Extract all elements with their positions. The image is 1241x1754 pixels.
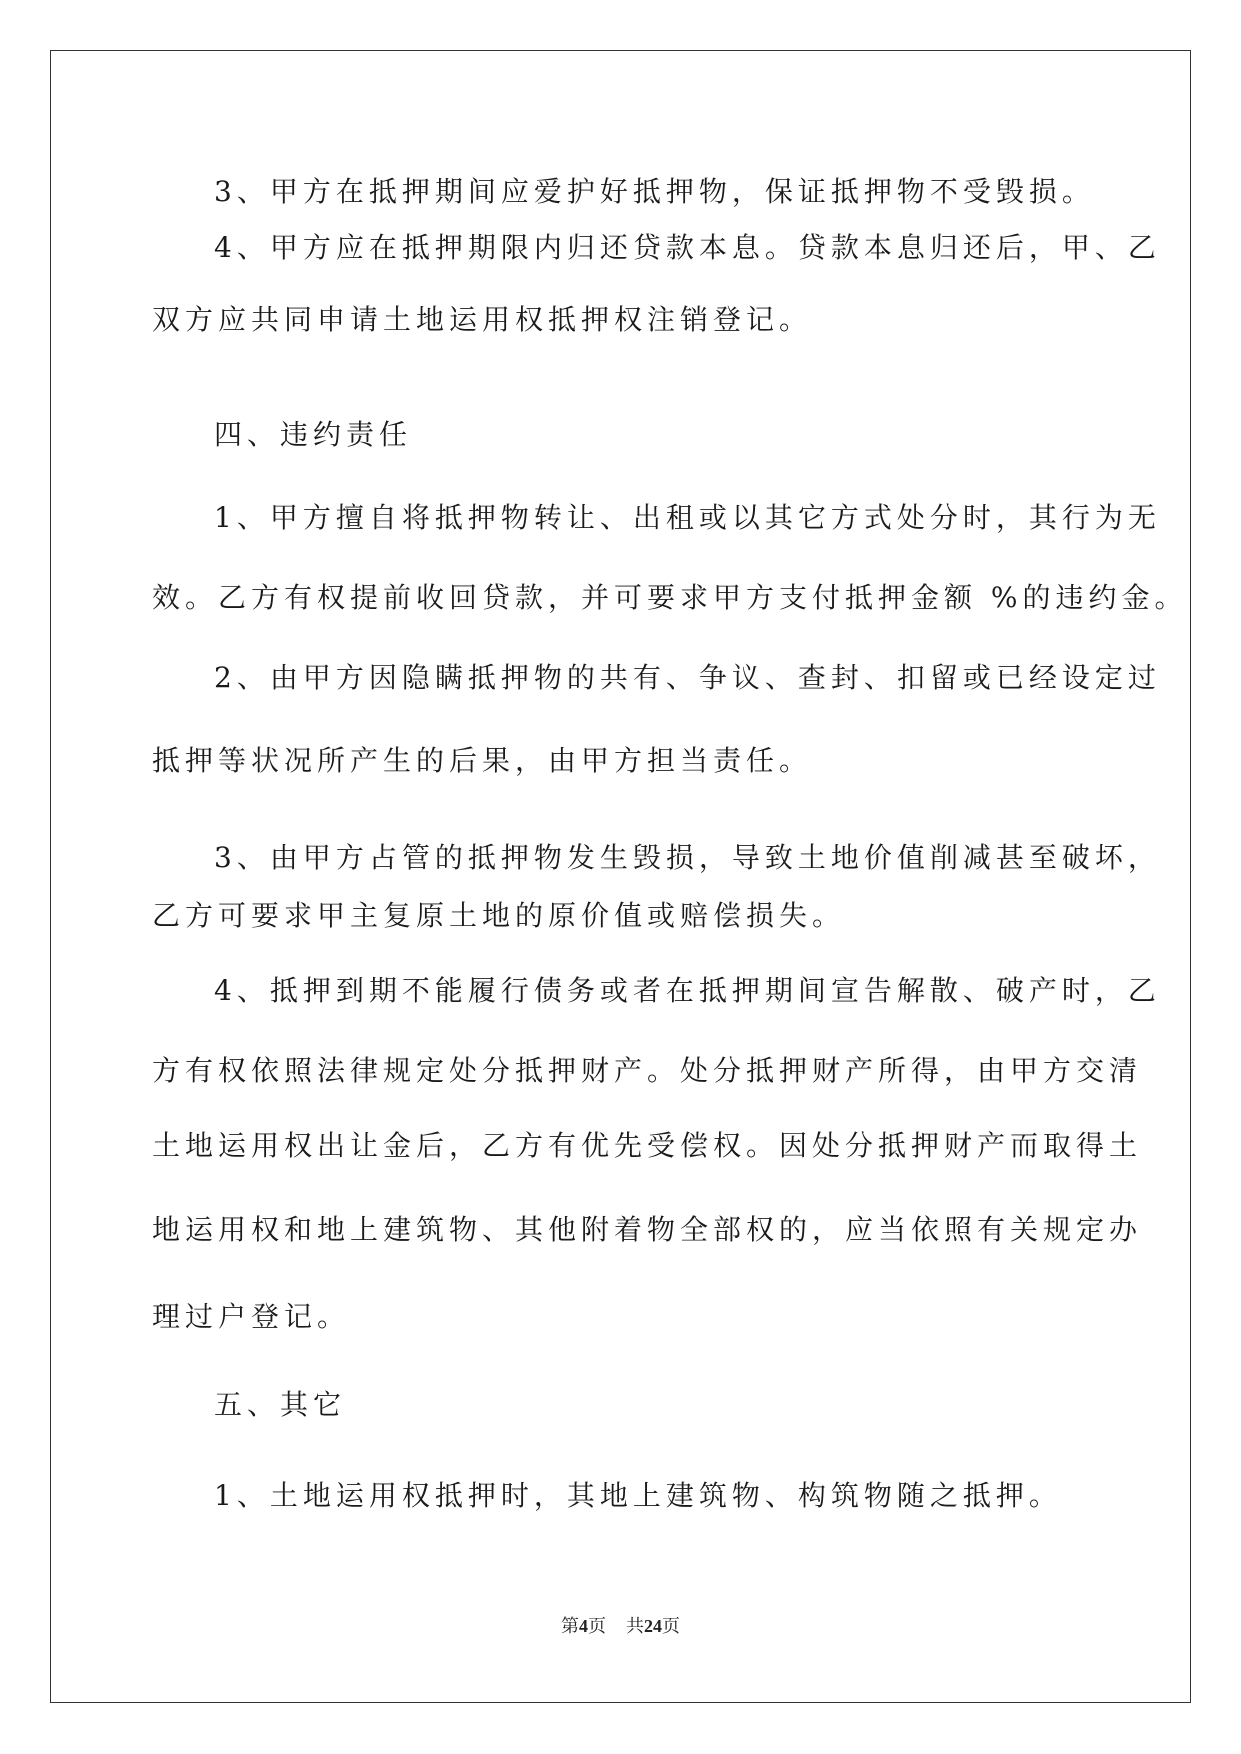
page-unit: 页 (588, 1616, 606, 1636)
paragraph-line: 方有权依照法律规定处分抵押财产。处分抵押财产所得，由甲方交清 (152, 1054, 1143, 1087)
paragraph-line: 1、土地运用权抵押时，其地上建筑物、构筑物随之抵押。 (214, 1479, 1062, 1512)
paragraph-line: 土地运用权出让金后，乙方有优先受偿权。因处分抵押财产而取得土 (152, 1129, 1143, 1162)
page-current: 4 (579, 1616, 588, 1636)
paragraph-line: 抵押等状况所产生的后果，由甲方担当责任。 (152, 744, 813, 777)
total-pages: 24 (644, 1616, 662, 1636)
total-unit: 页 (662, 1616, 680, 1636)
total-prefix: 共 (626, 1616, 644, 1636)
paragraph-line: 双方应共同申请土地运用权抵押权注销登记。 (152, 303, 813, 336)
paragraph-line: 效。乙方有权提前收回贷款，并可要求甲方支付抵押金额 %的违约金。 (152, 581, 1188, 614)
paragraph-line: 4、抵押到期不能履行债务或者在抵押期间宣告解散、破产时，乙 (214, 974, 1161, 1007)
section-heading: 四、违约责任 (214, 418, 413, 451)
paragraph-line: 3、由甲方占管的抵押物发生毁损，导致土地价值削减甚至破坏， (214, 841, 1161, 874)
paragraph-line: 4、甲方应在抵押期限内归还贷款本息。贷款本息归还后，甲、乙 (214, 231, 1161, 264)
paragraph-line: 乙方可要求甲主复原土地的原价值或赔偿损失。 (152, 899, 846, 932)
paragraph-line: 1、甲方擅自将抵押物转让、出租或以其它方式处分时，其行为无 (214, 501, 1161, 534)
paragraph-line: 3、甲方在抵押期间应爱护好抵押物，保证抵押物不受毁损。 (214, 175, 1095, 208)
paragraph-line: 地运用权和地上建筑物、其他附着物全部权的，应当依照有关规定办 (152, 1213, 1143, 1246)
section-heading: 五、其它 (214, 1388, 347, 1421)
paragraph-line: 理过户登记。 (152, 1300, 351, 1333)
page-footer (0, 1612, 1241, 1638)
page-prefix: 第 (561, 1616, 579, 1636)
paragraph-line: 2、由甲方因隐瞒抵押物的共有、争议、查封、扣留或已经设定过 (214, 661, 1161, 694)
